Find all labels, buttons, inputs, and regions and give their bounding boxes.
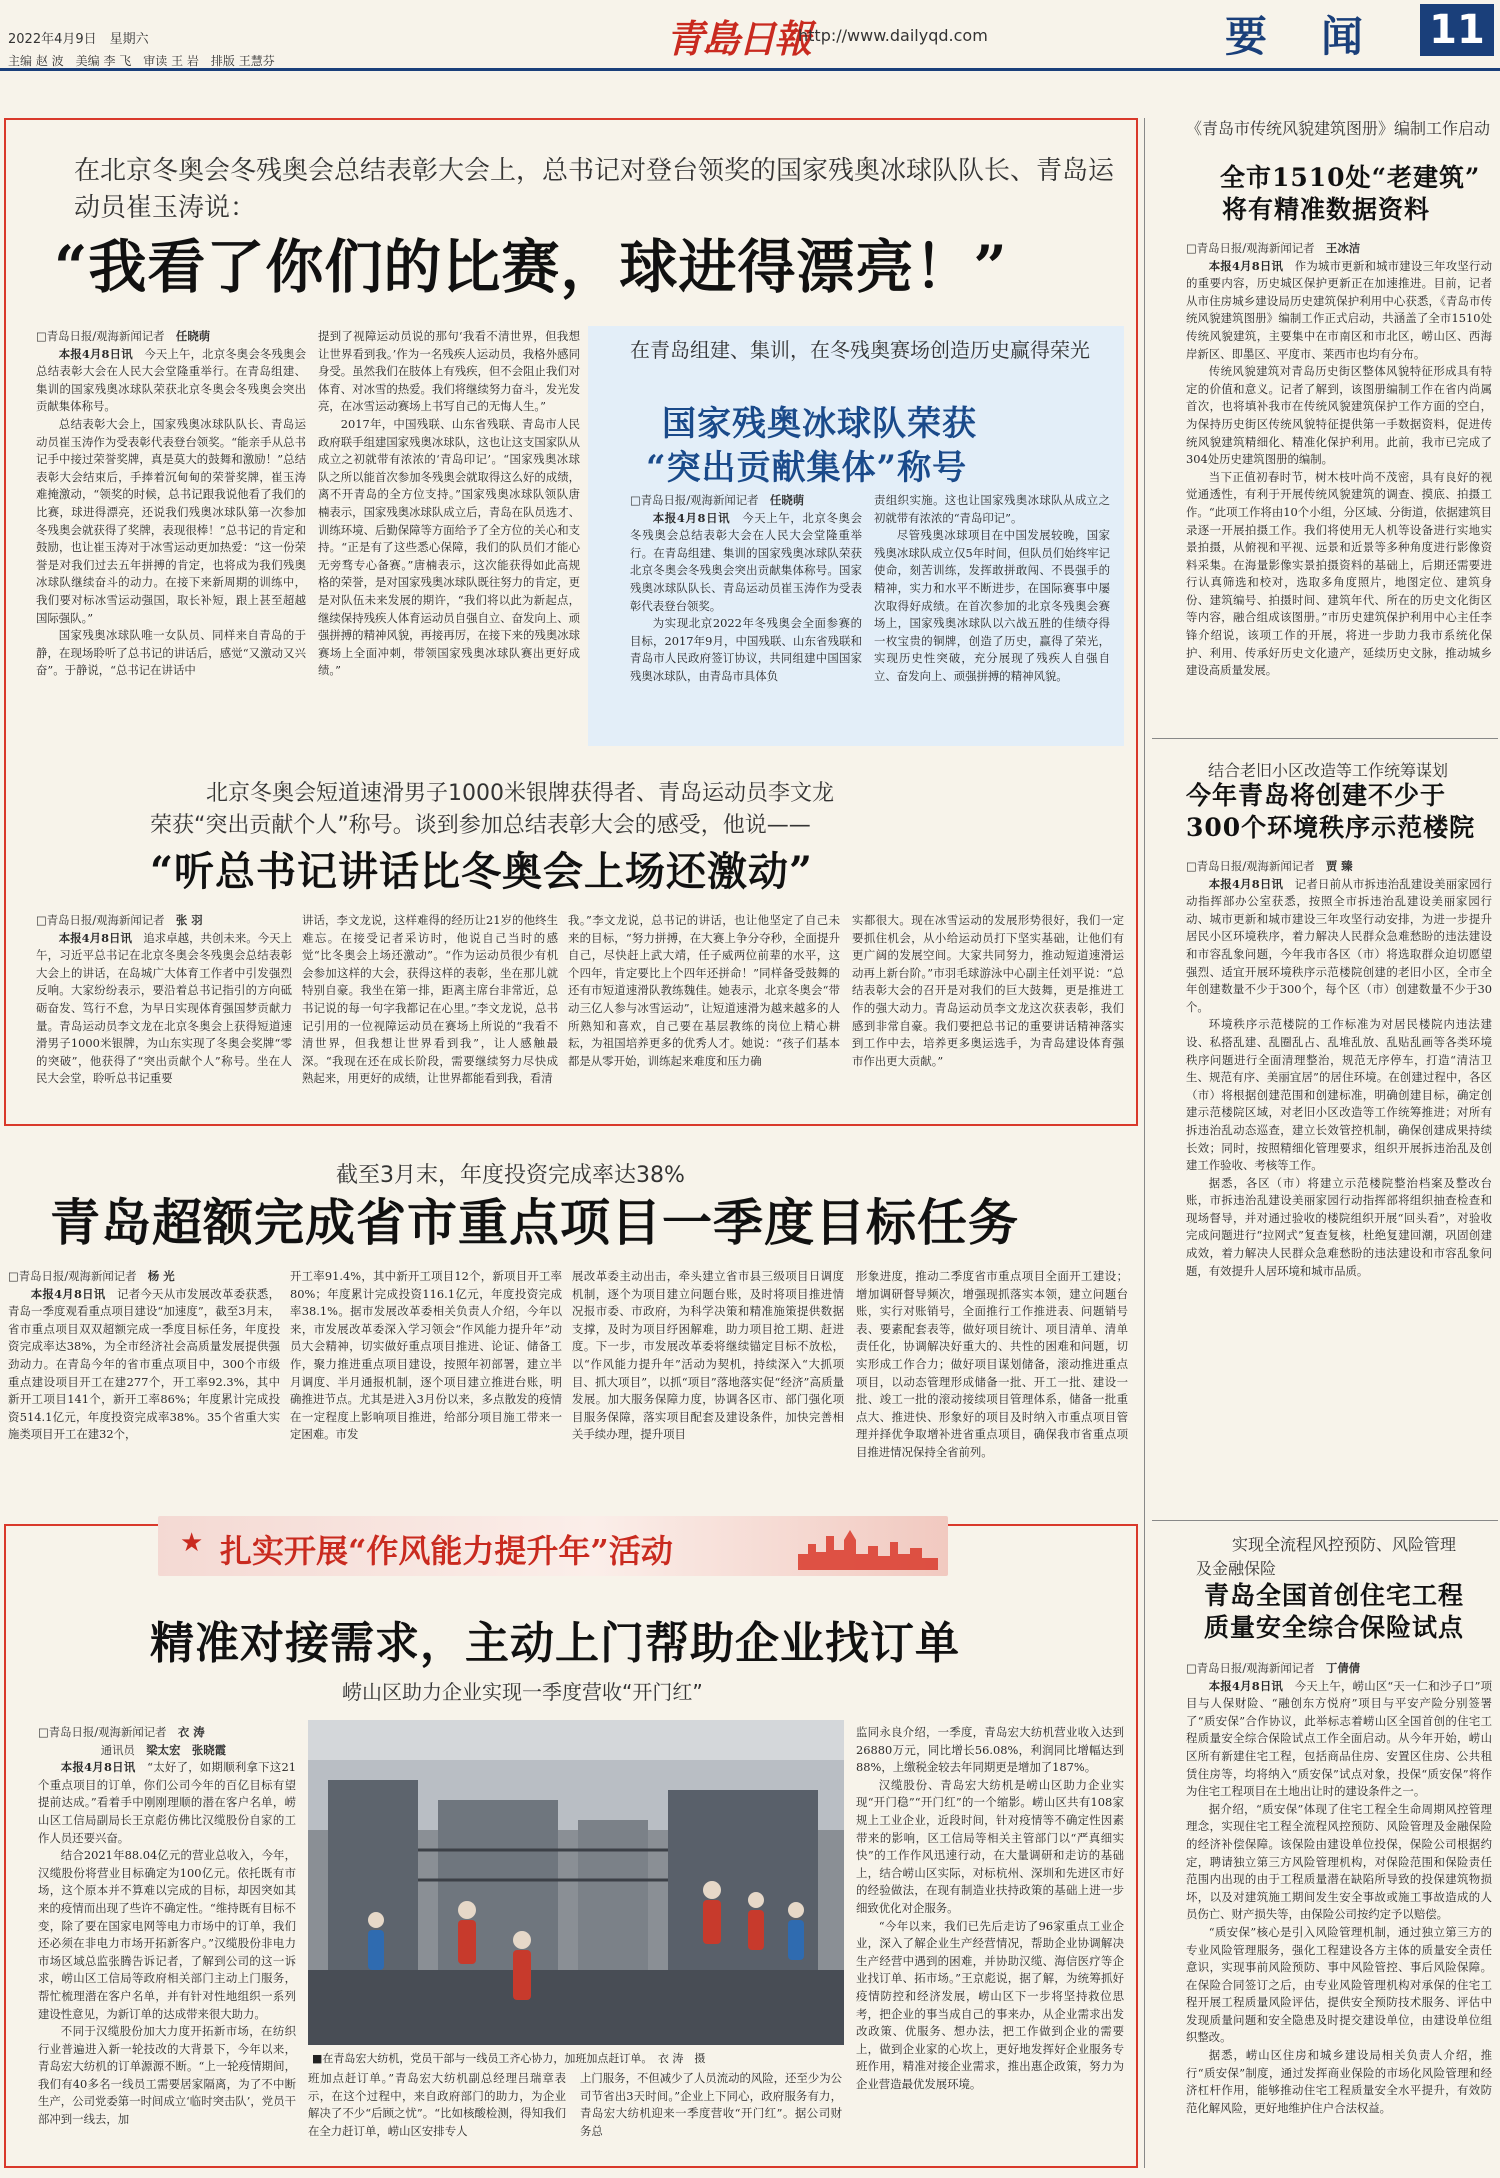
right1-title-line2: 将有精准数据资料 [1222,195,1431,224]
header-date: 2022年4月9日 星期六 [8,32,149,47]
page-number-badge [1420,4,1494,56]
right1-title-line1: 全市1510处“老建筑” [1220,163,1481,192]
sidebox-col2 [874,492,1110,742]
article3-byline: □青岛日报/观海新闻记者 杨 光 [8,1269,175,1283]
banner-text: 扎实开展“作风能力提升年”活动 [220,1532,673,1570]
header-url[interactable]: http://www.dailyqd.com [798,26,988,45]
article4-body3: 监同永良介绍，一季度，青岛宏大纺机营业收入达到26880万元，同比增长56.08%，利润同比增幅达到88%，上缴税金较去年同期更是增加了187%。 汉缆股份、青岛宏大纺机是崂山区助力企业实现“开门稳”“开门红”的一个缩影。崂山区共有108家规上工业企业，近段时间，针对疫情等不确定性因素带来的影响，区工信局等相关主管部门以“严真细实快”的工作作风迅速行动，在大量调研和走访的基础上，结合崂山区实际，对标杭州、深圳和先进区市好的经验做法，在现有制造业扶持政策的基础上进一步细致优化对企服务。 “今年以来，我们已先后走访了96家重点工业企业，深入了解企业生产经营情况，帮助企业协调解决生产经营中遇到的困难，并协助汉缆、海信医疗等企业找订单、拓市场。”王京彪说，据了解，为统筹抓好疫情防控和经济发展，崂山区下一步将坚持救位思考，把企业的事当成自己的事来办，从企业需求出发改政策、优服务、想办法，把工作做到企业的需要上，做到企业家的心坎上，更好地发挥好企业服务专班作用，精准对接企业需求，推出惠企政策，努力为企业营造最优发展环境。 [856,1725,1124,2091]
article3-col2 [290,1268,562,1518]
right3-kicker-line1: 实现全流程风控预防、风险管理 [1232,1535,1457,1554]
article3-col1 [8,1268,280,1518]
article4-bottom-body2: 上门服务，不但减少了人员流动的风险，还至少为公司节省出3天时间。”企业上下同心，政府服务有力，青岛宏大纺机迎来一季度营收“开门红”。据公司财务总 [580,2071,842,2138]
right3-title-line1: 青岛全国首创住宅工程 [1204,1581,1465,1610]
header-rule [0,68,1500,71]
sidebox-byline: □青岛日报/观海新闻记者 任晓萌 [630,493,805,507]
factory-photo-image [308,1720,844,2045]
article2-col2 [302,912,558,1112]
article2-col4 [852,912,1124,1112]
sidebox-title-line1: 国家残奥冰球队荣获 [662,404,977,444]
sidebox-body2: 责组织实施。这也让国家残奥冰球队从成立之初就带有浓浓的“青岛印记”。 尽管残奥冰球项目在中国发展较晚，国家残奥冰球队成立仅5年时间，但队员们始终牢记使命，刻苦训练，发挥敢拼敢闯、不畏强手的精神，实力和水平不断进步，在国际赛事中屡次取得好成绩。在首次参加的北京冬残奥会赛场上，国家残奥冰球队以六战五胜的佳绩夺得一枚宝贵的铜牌，创造了历史，赢得了荣光，实现历史性突破，充分展现了残疾人自强自立、奋发向上、顽强拼搏的精神风貌。 [874,493,1110,683]
article4-title: 精准对接需求，主动上门帮助企业找订单 [150,1618,960,1669]
banner-star-icon: ★ [180,1528,204,1558]
article3-body1: 本报4月8日讯 记者今天从市发展改革委获悉，青岛一季度观看重点项目建设“加速度”，截至3月末，省市重点项目双双超额完成一季度目标任务，年度投资完成率达38%，为全市经济社会高质量发展提供强劲动力。在青岛今年的省市重点项目中，300个市级重点建设项目开工在建277个，开工率92.3%，其中新开工项目141个，新开工率86%；年度累计完成投资514.1亿元，年度投资完成率38%。35个省重大实施类项目开工在建32个， [8,1286,280,1442]
article1-col1 [36,328,306,758]
article2-body3: 我。”李文龙说，总书记的讲话，也让他坚定了自己未来的目标，“努力拼搏，在大赛上争分夺秒，全面提升自己，尽快赶上武大靖，任子威两位前辈的水平，这个四年，肯定要比上个四年还拼命！”同样备受鼓舞的还有市短道速滑队教练魏佳。她表示，北京冬奥会“带动三亿人参与冰雪运动”，让短道速滑为越来越多的人所熟知和喜欢，自己要在基层教练的岗位上精心耕耘，为祖国培养更多的优秀人才。她说：“孩子们基本都是从零开始，训练起来难度和压力确 [568,913,840,1068]
header-credits: 主编 赵 波 美编 李 飞 审读 王 岩 排版 王慧芬 [8,54,275,68]
right2-byline: □青岛日报/观海新闻记者 贾 臻 [1186,859,1353,873]
article4-bottom-col1 [308,2070,566,2158]
sidebox-body1: 本报4月8日讯 今天上午，北京冬奥会冬残奥会总结表彰大会在人民大会堂隆重举行。在青岛组建、集训的国家残奥冰球队荣获北京冬奥会冬残奥会突出贡献集体称号。国家残奥冰球队队长、青岛运动员崔玉涛作为受表彰代表登台领奖。 为实现北京2022年冬残奥会全面参赛的目标，2017年9月，中国残联、山东省残联和青岛市人民政府签订协议，共同组建中国国家残奥冰球队，由青岛市具体负 [630,510,862,683]
article3-body4: 形象进度，推动二季度省市重点项目全面开工建设；增加调研督导频次，增强现抓落实本领，建立问题台账，实行对账销号，全面推行工作推进表、问题销号表、要素配套表等，做好项目统计、项目清单、清单责任化，协调解决好重大的、共性的困难和问题，切实形成工作合力；做好项目谋划储备，滚动推进重点项目，以动态管理形成储备一批、开工一批、建设一批、竣工一批的滚动接续项目管理体系，储备一批重点大、推进快、形象好的项目及时纳入市重点项目管理并择优争取增补进省重点项目，确保我市省重点项目推进情况保持全省前列。 [856,1269,1128,1459]
sidebox-col1 [630,492,862,742]
article2-body1: 本报4月8日讯 追求卓越，共创未来。今天上午，习近平总书记在北京冬奥会冬残奥会总结表彰大会上的讲话，在岛城广大体育工作者中引发强烈反响。大家纷纷表示，要沿着总书记指引的方向砥砺奋发、笃行不怠，为早日实现体育强国梦贡献力量。青岛运动员李文龙在北京冬奥会上获得短道速滑男子1000米银牌，为山东实现了冬奥会奖牌“零的突破”，他获得了“突出贡献个人”称号。坐在人民大会堂，聆听总书记重要 [36,930,292,1086]
sidebox-kicker: 在青岛组建、集训，在冬残奥赛场创造历史赢得荣光 [630,338,1090,362]
right3-body [1186,1660,1492,2168]
page-number: 11 [1429,7,1485,53]
factory-photo [308,1720,844,2045]
right-divider-1 [1152,738,1498,739]
article3-body3: 展改革委主动出击，牵头建立省市县三级项目日调度机制，逐个为项目建立问题台账，及时将项目推进情况报市委、市政府，为科学决策和精准施策提供数据支撑，及时为项目纾困解难，助力项目抢工期、赶进度。下一步，市发展改革委将继续锚定目标不放松，以“作风能力提升年”活动为契机，持续深入“大抓项目、抓大项目”，以抓“项目”落地落实促“经济”高质量发展。加大服务保障力度，协调各区市、部门强化项目服务保障，落实项目配套及建设条件，加快完善相关手续办理，提升项目 [572,1269,844,1442]
article3-kicker: 截至3月末，年度投资完成率达38% [336,1163,685,1188]
right3-text: 本报4月8日讯 今天上午，崂山区“天一仁和沙子口”项目与人保财险、“融创东方悦府”项目与平安产险分别签署了“质安保”合作协议，此举标志着崂山区全国首创的住宅工程质量安全综合保险试点工作全面启动。从今年开始，崂山区所有新建住宅工程，包括商品住房、安置区住房、公共租赁住房等，均将纳入“质安保”试点对象，投保“质安保”将作为住宅工程项目在土地出让时的建设条件之一。 据介绍，“质安保”体现了住宅工程全生命周期风控管理理念，实现住宅工程全流程风控预防、风险管理及金融保险的经济补偿保障。该保险由建设单位投保，保险公司根据约定，聘请独立第三方风险管理机构，对保险范围和保险责任范围内出现的由于工程质量潜在缺陷所导致的投保建筑物损坏，以及对建筑施工期间发生安全事故或施工事故造成的人员伤亡、财产损失等，由保险公司按约定予以赔偿。 “质安保”核心是引入风险管理机制，通过独立第三方的专业风险管理服务，强化工程建设各方主体的质量安全责任意识，实现事前风险预防、事中风险管控、事后风险保障。在保险合同签订之后，由专业风险管理机构对承保的住宅工程开展工程质量风险评估，提供安全预防技术服务、评估中发现质量问题和安全隐患及时提交建设单位，由建设单位组织整改。 据悉，崂山区住房和城乡建设局相关负责人介绍，推行“质安保”制度，通过发挥商业保险的市场化风险管理和经济杠杆作用，能够推动住宅工程质量安全水平提升，有效防范化解风险，更好地维护住户合法权益。 [1186,1678,1492,2115]
article2-title: “听总书记讲话比冬奥会上场还激动” [150,848,814,895]
city-skyline-icon [798,1524,938,1570]
right2-kicker: 结合老旧小区改造等工作统筹谋划 [1208,761,1449,780]
article2-kicker-line1: 北京冬奥会短道速滑男子1000米银牌获得者、青岛运动员李文龙 [206,781,834,806]
article1-body1: 本报4月8日讯 今天上午，北京冬奥会冬残奥会总结表彰大会在人民大会堂隆重举行。在青岛组建、集训的国家残奥冰球队荣获北京冬奥会冬残奥会突出贡献集体称号。 总结表彰大会上，国家残奥冰球队队长、青岛运动员崔玉涛作为受表彰代表登台领奖。“能亲手从总书记手中接过荣誉奖牌，真是莫大的鼓舞和激励！”总结表彰大会结束后，手捧着沉甸甸的荣誉奖牌，崔玉涛难掩激动，“领奖的时候，总书记跟我说他看了我们的比赛，球进得漂亮，还说我们残奥冰球队第一次参加冬残奥会就获得了奖牌，表现很棒！”总书记的肯定和鼓励，也让崔玉涛对于冰雪运动更加热爱：“这一份荣誉是对我们过去五年拼搏的肯定，也将成为我们残奥冰球队继续奋斗的动力。在接下来新周期的训练中，我们要对标冰雪运动强国，取长补短，跟上甚至超越国际强队。” 国家残奥冰球队唯一女队员、同样来自青岛的于静，在现场聆听了总书记的讲话后，感觉“又激动又兴奋”。于静说，“总书记在讲话中 [36,346,306,678]
article2-body2: 讲话，李文龙说，这样难得的经历让21岁的他终生难忘。在接受记者采访时，他说自己当时的感觉“比冬奥会上场还激动”。“作为运动员很少有机会参加这样的大会，获得这样的表彰，坐在那儿就特别自豪。我坐在第一排，距离主席台非常近，总书记说的每一句字我都记在心里。”李文龙说，总书记引用的一位视障运动员在赛场上所说的“我看不清世界，但我想让世界看到我”，让人感触最深。“我现在还在成长阶段，需要继续努力尽快成熟起来，用更好的成绩，让世界都能看到我，看清 [302,913,558,1086]
article1-byline: □青岛日报/观海新闻记者 任晓萌 [36,329,211,343]
sidebox-title-line2: “突出贡献集体”称号 [646,448,968,488]
article2-byline: □青岛日报/观海新闻记者 张 羽 [36,913,203,927]
right3-title-line2: 质量安全综合保险试点 [1204,1613,1465,1642]
right1-body [1186,240,1492,722]
article4-col3 [856,1724,1124,2156]
right3-kicker-line2: 及金融保险 [1196,1559,1277,1578]
photo-caption: ■在青岛宏大纺机，党员干部与一线员工齐心协力，加班加点赶订单。 衣 涛 摄 [312,2052,706,2065]
right1-text: 本报4月8日讯 作为城市更新和城市建设三年攻坚行动的重要内容，历史城区保护更新正在加速推进。目前，记者从市住房城乡建设局历史建筑保护利用中心获悉，《青岛市传统风貌建筑图册》编制工作正式启动，共涵盖了全市1510处传统风貌建筑，主要集中在市南区和市北区，崂山区、西海岸新区、即墨区、平度市、莱西市也均有分布。 传统风貌建筑对青岛历史街区整体风貌特征形成具有特定的价值和意义。记者了解到，该图册编制工作在省内尚属首次，也将填补我市在传统风貌建筑保护工作方面的空白，为保持历史街区传统风貌特征提供第一手数据资料，促进传统风貌建筑精细化、精准化保护利用。此前，我市已完成了304处历史建筑图册的编制。 当下正值初春时节，树木枝叶尚不茂密，具有良好的视觉通透性，有利于开展传统风貌建筑的调查、摸底、拍摄工作。“此项工作将由10个小组，分区域、分街道，依据建筑目录逐一开展拍摄工作。我们将使用无人机等设备进行实地实景拍摄，从俯视和平视、远景和近景等多种角度进行影像资料采集。在海量影像实景拍摄资料的基础上，后期还需要进行认真筛选和校对，选取多角度照片，地图定位、建筑身份、建筑编号、拍摄时间、建筑年代、所在的历史文化街区等内容，融合组成该图册。”市历史建筑保护利用中心主任李锋介绍说，该项工作的开展，将进一步助力我市系统化保护、利用、传承好历史文化遗产，延续历史文脉，推动城乡建设高质量发展。 [1186,258,1492,678]
right2-text: 本报4月8日讯 记者日前从市拆违治乱建设美丽家园行动指挥部办公室获悉，按照全市拆违治乱建设美丽家园行动、城市更新和城市建设三年攻坚行动安排，为进一步提升居民小区环境秩序，着力解决人民群众急难愁盼的违法建设和市容乱象问题，今年我市各区（市）将选取群众迫切愿望强烈、适宜开展环境秩序示范楼院创建的老旧小区，全市全年创建数量不少于300个，每个区（市）创建数量不少于30个。 环境秩序示范楼院的工作标准为对居民楼院内违法建设、私搭乱建、乱圈乱占、乱堆乱放、乱贴乱画等各类环境秩序问题进行全面清理整治，规范无序停车，打造“清洁卫生、规范有序、美丽宜居”的居住环境。在创建过程中，各区（市）将根据创建范围和创建标准，明确创建目标，确定创建示范楼院区域，对老旧小区改造等工作统筹推进；对所有拆违治乱动态巡查，建立长效管控机制，确保创建成果持续长效；同时，按照精细化管理要求，组织开展拆违治乱及创建工作验收、考核等工作。 据悉，各区（市）将建立示范楼院整治档案及整改台账，市拆违治乱建设美丽家园行动指挥部将组织抽查检查和现场督导，并对通过验收的楼院组织开展“回头看”，对验收完成问题进行“拉网式”复查复核，杜绝复建回潮，巩固创建成效，着力解决人民群众急难愁盼的违法建设和市容乱象问题，有效提升人居环境和城市品质。 [1186,876,1492,1278]
article3-title: 青岛超额完成省市重点项目一季度目标任务 [50,1193,1019,1252]
article4-byline: □青岛日报/观海新闻记者 衣 涛 通讯员 梁太宏 张晓霞 [38,1725,227,1757]
article1-col2 [318,328,580,758]
right2-title-line2: 300个环境秩序示范楼院 [1186,813,1476,842]
article1-title: “我看了你们的比赛，球进得漂亮！” [54,233,1008,301]
article1-kicker: 在北京冬奥会冬残奥会总结表彰大会上，总书记对登台领奖的国家残奥冰球队队长、青岛运动员崔玉涛说： [74,156,1115,223]
article2-body4: 实都很大。现在冰雪运动的发展形势很好，我们一定要抓住机会，从小给运动员打下坚实基础，让他们有更广阔的发展空间。大家共同努力，推动短道速滑运动再上新台阶。”市羽毛球游泳中心副主任刘平说：“总结表彰大会的召开是对我们的巨大鼓舞，更是推进工作的强大动力。青岛运动员李文龙这次获表彰，我们感到非常自豪。我们要把总书记的重要讲话精神落实到工作中去，培养更多奥运选手，为青岛建设体育强市作出更大贡献。” [852,913,1124,1068]
right-column-divider [1144,118,1145,2168]
article2-col3 [568,912,840,1112]
article3-col3 [572,1268,844,1518]
right2-title-line1: 今年青岛将创建不少于 [1186,781,1447,810]
article2-col1 [36,912,292,1112]
page-header [0,0,1500,72]
newspaper-logo: 青島日報 [666,16,811,61]
article4-col1 [38,1724,296,2156]
article3-body2: 开工率91.4%，其中新开工项目12个，新项目开工率80%；年度累计完成投资116.1亿元，年度投资完成率38.1%。据市发展改革委相关负责人介绍，今年以来，市发展改革委深入学习领会“作风能力提升年”动员大会精神，切实做好重点项目推进、论证、储备工作，聚力推进重点项目建设，按照年初部署，建立半月调度、半月通报机制，逐个项目建立推进台账，明确推进节点。尤其是进入3月份以来，多点散发的疫情在一定程度上影响项目推进，给部分项目施工带来一定困难。市发 [290,1269,562,1442]
campaign-banner [158,1516,948,1576]
right1-kicker: 《青岛市传统风貌建筑图册》编制工作启动 [1186,119,1491,138]
article4-subtitle: 崂山区助力企业实现一季度营收“开门红” [342,1680,703,1704]
sidebox [588,326,1124,746]
article4-bottom-body1: 班加点赶订单。”青岛宏大纺机副总经理吕瑞章表示，在这个过程中，来自政府部门的助力，为企业解决了不少“后顾之忧”。“比如核酸检测，得知我们在全力赶订单，崂山区安排专人 [308,2071,566,2138]
right3-byline: □青岛日报/观海新闻记者 丁倩倩 [1186,1661,1361,1675]
article4-bottom-col2 [580,2070,842,2158]
article1-body2: 提到了视障运动员说的那句‘我看不清世界，但我想让世界看到我。’作为一名残疾人运动员，我格外感同身受。虽然我们在肢体上有残疾，但不会阻止我们对体育、对冰雪的热爱。我们将继续努力奋斗，发光发亮，在冰雪运动赛场上书写自己的无悔人生。” 2017年，中国残联、山东省残联、青岛市人民政府联手组建国家残奥冰球队，这也让这支国家队从成立之初就带有浓浓的‘青岛印记’。“国家残奥冰球队之所以能首次参加冬残奥会就取得这么好的成绩，离不开青岛的全方位支持。”国家残奥冰球队领队唐楠表示，国家残奥冰球队成立后，青岛在队员选才、训练环境、后勤保障等方面给予了全方位的关心和支持。“正是有了这些悉心保障，我们的队员们才能心无旁骛专心备赛。”唐楠表示，这次能获得如此高规格的荣誉，是对国家残奥冰球队既往努力的肯定，更是对队伍未来发展的期许，“我们将以此为新起点，继续保持残疾人体育运动员自强自立、奋发向上、顽强拼搏的精神风貌，再接再厉，在接下来的残奥冰球赛场上全面冲刺，带领国家残奥冰球队赛出更好成绩。” [318,329,580,678]
section-title: 要 闻 [1225,12,1370,61]
article3-col4 [856,1268,1128,1518]
article2-kicker-line2: 荣获“突出贡献个人”称号。谈到参加总结表彰大会的感受，他说—— [150,813,811,838]
right-divider-2 [1152,1520,1498,1521]
article4-body1: 本报4月8日讯 “太好了，如期顺利拿下这21个重点项目的订单，你们公司今年的百亿目标有望提前达成。”看着手中刚刚理顺的潜在客户名单，崂山区工信局副局长王京彪仿佛比汉缆股份自家的工作人员还要兴奋。 结合2021年88.04亿元的营业总收入，今年，汉缆股份将营业目标确定为100亿元。依托既有市场，这个原本并不算难以完成的目标，却因突如其来的疫情而出现了些许不确定性。“维持既有目标不变，除了要在国家电网等电力市场中的订单，我们还必须在非电力市场开拓新客户。”汉缆股份非电力市场区域总监张腾告诉记者，了解到公司的这一诉求，崂山区工信局等政府相关部门主动上门服务，帮忙梳理潜在客户名单，并有针对性地组织一系列建设性意见，为新订单的达成带来很大助力。 不同于汉缆股份加大力度开拓新市场，在纺织行业普遍进入新一轮技改的大背景下，今年以来，青岛宏大纺机的订单源源不断。“上一轮疫情期间，我们有40多名一线员工需要居家隔离，为了不中断生产，公司党委第一时间成立‘临时突击队’，党员干部冲到一线去，加 [38,1760,296,2127]
right1-byline: □青岛日报/观海新闻记者 王冰洁 [1186,241,1361,255]
right2-body [1186,858,1492,1480]
